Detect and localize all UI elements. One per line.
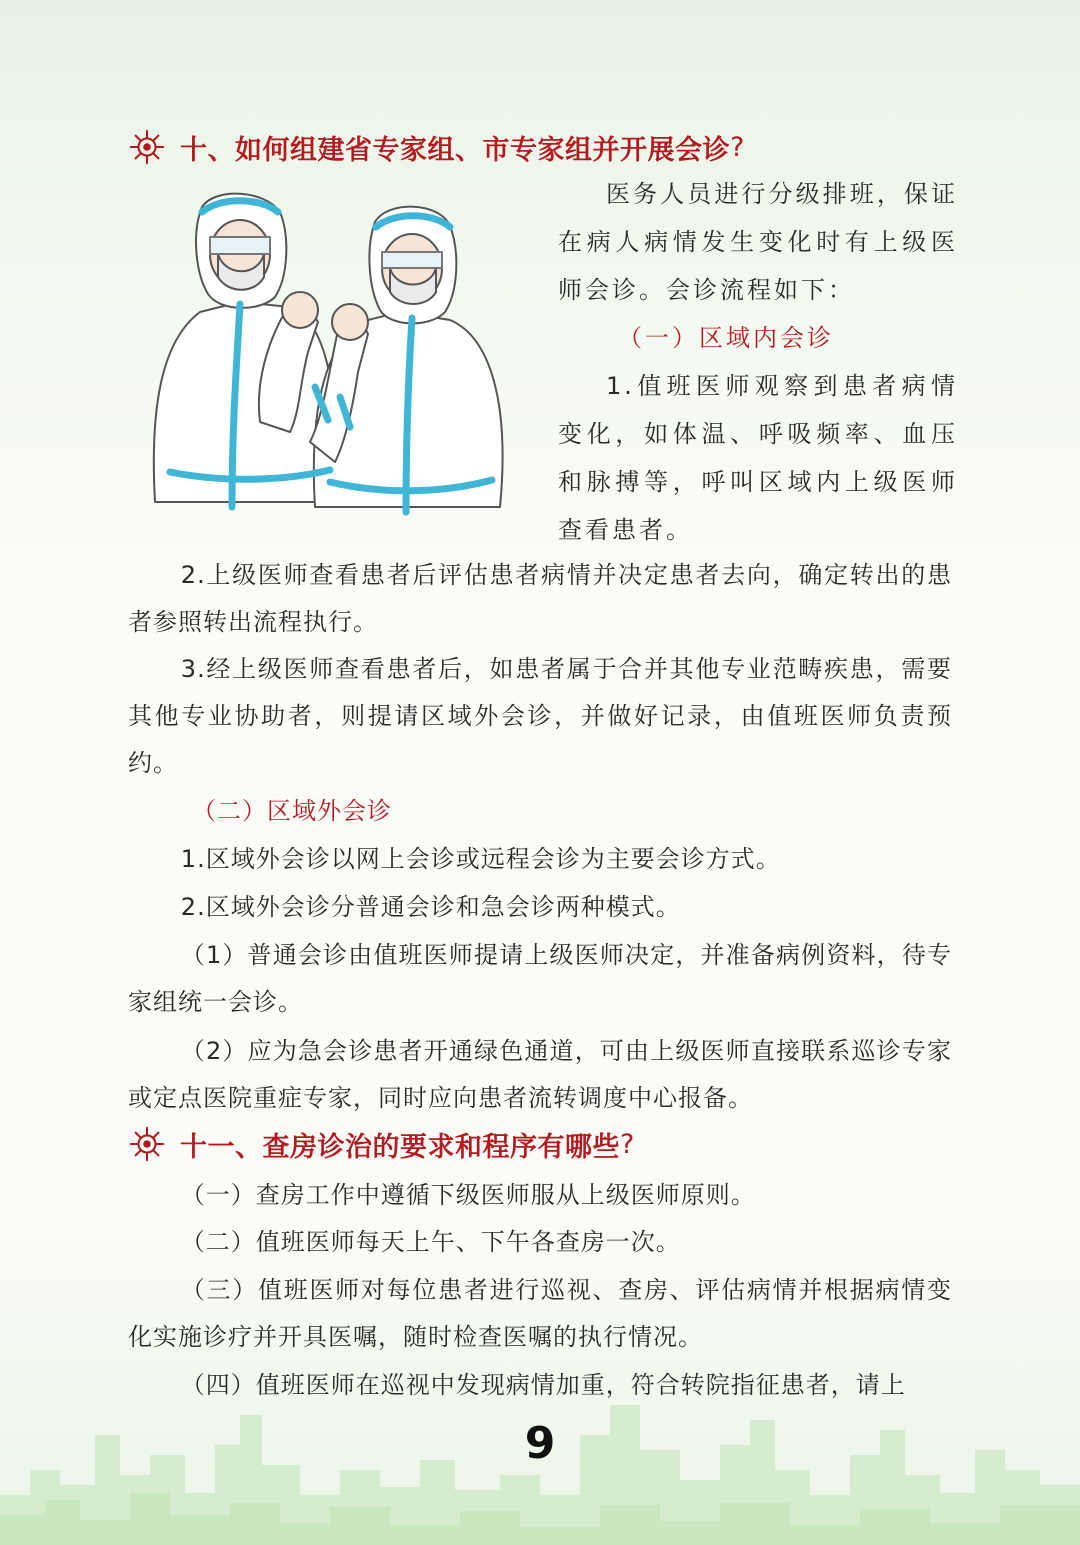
page-number: 9: [524, 1418, 556, 1469]
intro-paragraph: 医务人员进行分级排班，保证在病人病情发生变化时有上级医师会诊。会诊流程如下：: [558, 180, 958, 304]
paragraph-4: 1.区域外会诊以网上会诊或远程会诊为主要会诊方式。: [180, 845, 781, 873]
paragraph-2: 2.上级医师查看患者后评估患者病情并决定患者去向，确定转出的患者参照转出流程执行。: [128, 561, 952, 636]
section-10-title: 十、如何组建省专家组、市专家组并开展会诊: [180, 134, 730, 166]
section-11-paragraph-4: （四）值班医师在巡视中发现病情加重，符合转院指征患者，请上: [180, 1371, 906, 1399]
section-11-heading: [128, 1124, 635, 1164]
paragraph-1: 1.值班医师观察到患者病情变化，如体温、呼吸频率、血压和脉搏等，呼叫区域内上级医师查看患者。: [558, 372, 958, 544]
section-10-heading: [128, 127, 745, 167]
medical-workers-illustration: [140, 182, 550, 522]
section-11-question-mark: ?: [620, 1128, 635, 1160]
paragraph-3: 3.经上级医师查看患者后，如患者属于合并其他专业范畴疾患，需要其他专业协助者，则提请区域外会诊，并做好记录，由值班医师负责预约。: [128, 655, 952, 777]
virus-icon: [128, 1125, 166, 1163]
subheading-out-region: （二）区域外会诊: [192, 797, 392, 825]
section-11-paragraph-3: （三）值班医师对每位患者进行巡视、查房、评估病情并根据病情变化实施诊疗并开具医嘱，随时检查医嘱的执行情况。: [128, 1276, 952, 1351]
paragraph-6: （1）普通会诊由值班医师提请上级医师决定，并准备病例资料，待专家组统一会诊。: [128, 941, 952, 1016]
section-10-intro-block: [558, 170, 958, 554]
section-10-question-mark: ?: [730, 131, 745, 163]
section-11-title: 十一、查房诊治的要求和程序有哪些: [180, 1131, 620, 1163]
section-11-paragraph-2: （二）值班医师每天上午、下午各查房一次。: [180, 1228, 681, 1256]
paragraph-7: （2）应为急会诊患者开通绿色通道，可由上级医师直接联系巡诊专家或定点医院重症专家，同时应向患者流转调度中心报备。: [128, 1037, 952, 1112]
paragraph-5: 2.区域外会诊分普通会诊和急会诊两种模式。: [180, 893, 681, 921]
section-11-paragraph-1: （一）查房工作中遵循下级医师服从上级医师原则。: [180, 1181, 756, 1209]
subheading-in-region: （一）区域内会诊: [618, 324, 834, 352]
virus-icon: [128, 128, 166, 166]
